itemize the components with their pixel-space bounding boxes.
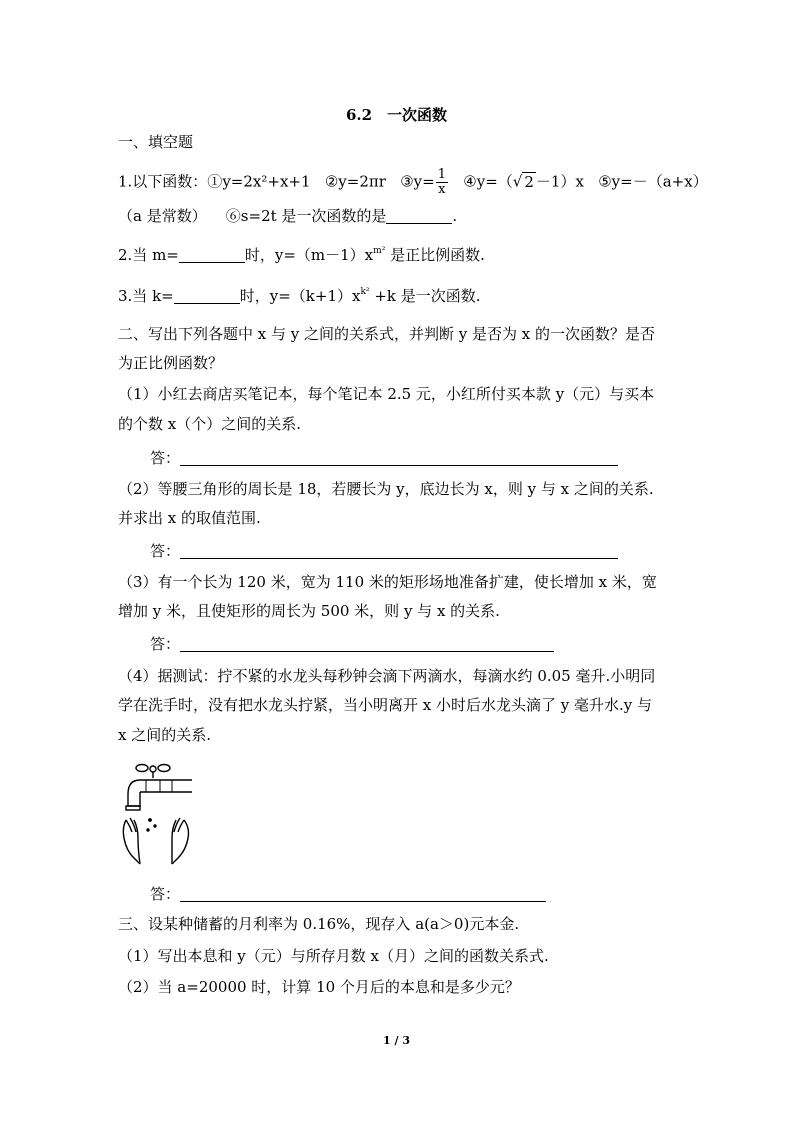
q3-exponent: k² (360, 287, 370, 297)
p4-line2: 学在洗手时，没有把水龙头拧紧，当小明离开 x 小时后水龙头滴了 y 毫升水.y 与 (118, 696, 653, 714)
p3-answer (150, 634, 554, 654)
q1-fraction-den: x (438, 182, 446, 197)
p2-answer-label: 答： (150, 542, 181, 560)
page-title: 6.2 一次函数 (345, 106, 448, 124)
section2-line1: 二、写出下列各题中 x 与 y 之间的关系式，并判断 y 是否为 x 的一次函数？是否 (118, 325, 656, 343)
section3-line1: 三、设某种储蓄的月利率为 0.16%，现存入 a(a＞0)元本金. (118, 915, 520, 933)
p4-answer-label: 答： (150, 885, 181, 903)
q1-f3-prefix: ③y= (400, 172, 435, 191)
p3-answer-line[interactable] (180, 637, 554, 652)
q3-b: 时，y=（k+1）x (239, 287, 361, 305)
q1-f1: y=2x²+x+1 (222, 172, 311, 191)
q1-fraction-num: 1 (437, 167, 446, 182)
q1-line2-end: . (452, 207, 458, 225)
q3-a: 3.当 k= (118, 287, 174, 305)
q2-answer-blank[interactable] (179, 248, 245, 263)
q2-a: 2.当 m= (118, 246, 179, 264)
q2-line (118, 245, 485, 265)
p1-answer (150, 448, 618, 468)
p1-line1: （1）小红去商店买笔记本，每个笔记本 2.5 元，小红所付买本款 y（元）与买本 (118, 385, 655, 403)
q1-prefix: 1.以下函数：① (118, 172, 223, 191)
p2-line1: （2）等腰三角形的周长是 18，若腰长为 y，底边长为 x，则 y 与 x 之间的关系. (118, 480, 654, 498)
page-number: 1 / 3 (383, 1034, 410, 1047)
q1-line2 (118, 206, 457, 226)
sqrt-icon: √ (512, 172, 523, 191)
p1-answer-line[interactable] (180, 451, 618, 466)
q1-f2: ②y=2πr (324, 172, 386, 191)
q1-f5: ⑤y=－（a+x） (598, 172, 708, 191)
p3-answer-label: 答： (150, 635, 181, 653)
section3-line3: （2）当 a=20000 时，计算 10 个月后的本息和是多少元？ (118, 978, 520, 996)
p1-line2: 的个数 x（个）之间的关系. (118, 415, 301, 433)
p2-answer-line[interactable] (180, 544, 618, 559)
q1-sqrt-value: 2 (524, 172, 534, 191)
p1-answer-label: 答： (150, 449, 181, 467)
q2-exponent: m² (373, 246, 386, 256)
p3-line1: （3）有一个长为 120 米，宽为 110 米的矩形场地准备扩建，使长增加 x 米，宽 (118, 573, 657, 591)
p2-line2: 并求出 x 的取值范围. (118, 509, 261, 527)
q1-line2-a: （a 是常数） (118, 207, 207, 225)
p3-line2: 增加 y 米，且使矩形的周长为 500 米，则 y 与 x 的关系. (118, 602, 500, 620)
q2-c: 是正比例函数. (390, 246, 485, 264)
q3-answer-blank[interactable] (174, 289, 240, 304)
q1-answer-blank[interactable] (386, 209, 452, 224)
q3-c: +k 是一次函数. (374, 287, 481, 305)
q1-line2-b: ⑥s=2t 是一次函数的是 (225, 207, 387, 225)
q1-line1 (118, 168, 708, 197)
p4-answer-line[interactable] (180, 887, 546, 902)
section1-heading: 一、填空题 (118, 133, 194, 151)
q2-b: 时，y=（m－1）x (244, 246, 374, 264)
q1-f4-suffix: －1）x (535, 172, 584, 191)
q3-line (118, 286, 481, 306)
p4-line1: （4）据测试：拧不紧的水龙头每秒钟会滴下两滴水，每滴水约 0.05 毫升.小明同 (118, 667, 656, 685)
p4-answer (150, 884, 546, 904)
section3-line2: （1）写出本息和 y（元）与所存月数 x（月）之间的函数关系式. (118, 947, 549, 965)
faucet-hands-icon (120, 758, 192, 866)
p2-answer (150, 541, 618, 561)
q1-fraction (436, 168, 448, 197)
p4-line3: x 之间的关系. (118, 726, 211, 744)
section2-line2: 为正比例函数？ (118, 354, 224, 372)
q1-f4-prefix: ④y=（ (463, 172, 513, 191)
